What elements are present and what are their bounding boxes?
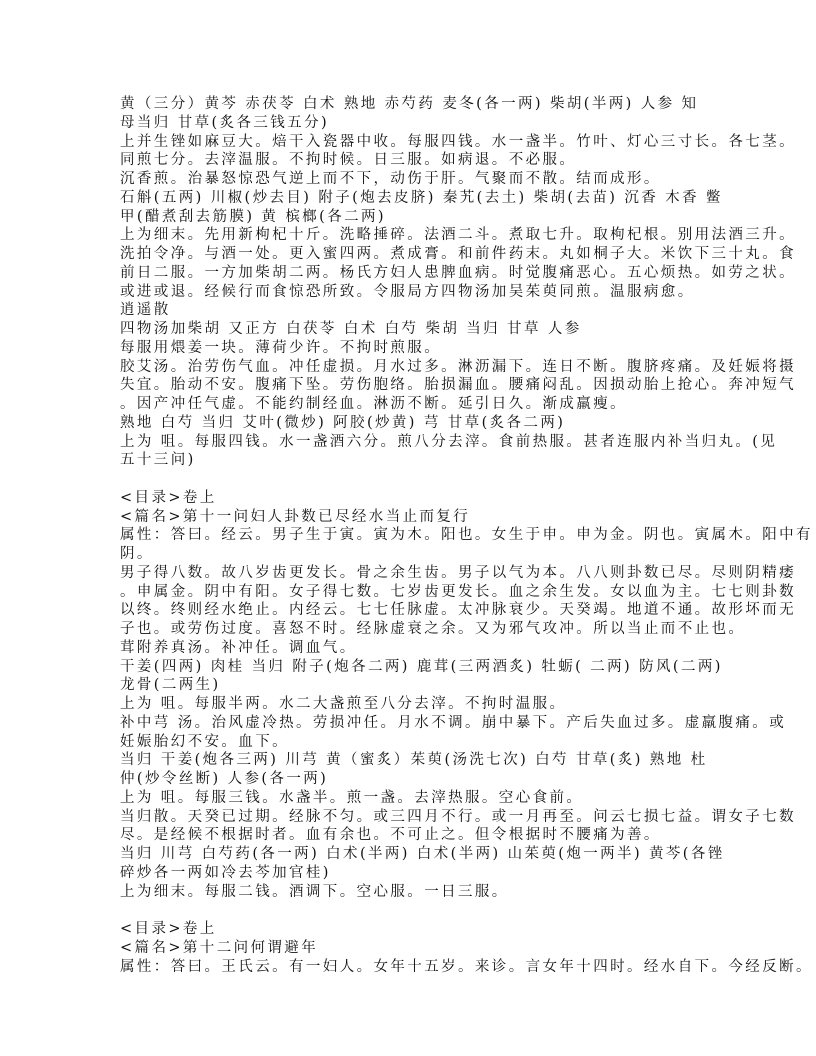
blank-line: [120, 470, 720, 489]
text-line: 或进或退。经候行而食惊恐所致。令服局方四物汤加吴茱萸同煎。温服病愈。: [120, 283, 695, 300]
text-line: 五十三问): [120, 452, 196, 469]
text-line: 当归 干姜(炮各三两) 川芎 黄（蜜炙）茱萸(汤洗七次) 白芍 甘草(炙) 熟地 杜: [120, 752, 708, 769]
blank-line: [120, 901, 720, 920]
text-line: 前日二服。一方加柴胡二两。杨氏方妇人患脾血病。时觉腹痛恶心。五心烦热。如劳之状。: [120, 264, 796, 281]
text-line: 妊娠胎幻不安。血下。: [120, 733, 289, 750]
text-line: 甲(醋煮刮去筋膜) 黄 槟榔(各二两): [120, 208, 386, 225]
text-line: 属性：答曰。经云。男子生于寅。寅为木。阳也。女生于申。申为金。阴也。寅属木。阳中有: [120, 527, 813, 544]
text-line: 熟地 白芍 当归 艾叶(微炒) 阿胶(炒黄) 芎 甘草(炙各二两): [120, 414, 566, 431]
text-line: 茸附养真汤。补冲任。调血气。: [120, 639, 357, 656]
text-line: 每服用煨姜一块。薄荷少许。不拘时煎服。: [120, 339, 442, 356]
text-line: 失宜。胎动不安。腹痛下坠。劳伤胞络。胎损漏血。腰痛闷乱。因损动胎上抢心。奔冲短气: [120, 377, 796, 394]
text-line: <目录>卷上: [120, 489, 217, 506]
text-line: 。因产冲任气虚。不能约制经血。淋沥不断。延引日久。渐成羸瘦。: [120, 396, 627, 412]
text-line: 上并生锉如麻豆大。焙干入瓷器中收。每服四钱。水一盏半。竹叶、灯心三寸长。各七茎。: [120, 133, 796, 150]
text-line: 上为细末。先用新枸杞十斤。洗略捶碎。法酒二斗。煮取七升。取枸杞根。别用法酒三升。: [120, 227, 796, 244]
text-line: 胶艾汤。治劳伤气血。冲任虚损。月水过多。淋沥漏下。连日不断。腹脐疼痛。及妊娠将摄: [120, 358, 796, 375]
text-line: 龙骨(二两生): [120, 677, 221, 694]
text-line: 四物汤加柴胡 又正方 白茯苓 白术 白芍 柴胡 当归 甘草 人参: [120, 321, 582, 337]
text-line: 碎炒各一两如冷去芩加官桂): [120, 864, 331, 881]
text-line: 上为 咀。每服四钱。水一盏酒六分。煎八分去滓。食前热服。甚者连服内补当归丸。(见: [120, 433, 778, 450]
text-line: 当归 川芎 白芍药(各一两) 白术(半两) 白术(半两) 山茱萸(炮一两半) 黄芩(各锉: [120, 846, 725, 862]
text-line: 。申属金。阴中有阳。女子得七数。七岁齿更发长。血之余生发。女以血为主。七七则卦数: [120, 583, 796, 600]
text-line: 石斛(五两) 川椒(炒去目) 附子(炮去皮脐) 秦艽(去土) 柴胡(去苗) 沉香 木香 鳖: [120, 189, 723, 206]
text-line: 干姜(四两) 肉桂 当归 附子(炮各二两) 鹿茸(三两酒炙) 牡蛎( 二两) 防风(二两): [120, 658, 723, 675]
text-line: 仲(炒令丝断) 人参(各一两): [120, 771, 329, 787]
text-line: 黄（三分）黄芩 赤茯苓 白术 熟地 赤芍药 麦冬(各一两) 柴胡(半两) 人参 知: [120, 96, 699, 112]
text-line: 补中芎 汤。治风虚冷热。劳损冲任。月水不调。崩中暴下。产后失血过多。虚羸腹痛。或: [120, 714, 787, 731]
text-line: 沉香煎。治暴怒惊恐气逆上而不下，动伤于肝。气聚而不散。结而成形。: [120, 171, 661, 187]
text-line: 尽。是经候不根据时者。血有余也。不可止之。但令根据时不腰痛为善。: [120, 827, 661, 844]
text-line: 逍遥散: [120, 302, 171, 319]
text-line: 洗拍令净。与酒一处。更入蜜四两。煮成膏。和前件药末。丸如桐子大。米饮下三十丸。食: [120, 246, 796, 262]
text-line: 属性：答曰。王氏云。有一妇人。女年十五岁。来诊。言女年十四时。经水自下。今经反断。: [120, 958, 813, 975]
document-page: [120, 95, 813, 976]
text-line: 阴。: [120, 546, 154, 562]
text-line: <篇名>第十二问何谓避年: [120, 939, 319, 956]
text-line: 上为 咀。每服三钱。水盏半。煎一盏。去滓热服。空心食前。: [120, 789, 584, 806]
text-line: <目录>卷上: [120, 921, 217, 937]
text-line: 当归散。天癸已过期。经脉不匀。或三四月不行。或一月再至。问云七损七益。谓女子七数: [120, 808, 796, 825]
text-line: 男子得八数。故八岁齿更发长。骨之余生齿。男子以气为本。八八则卦数已尽。尽则阴精痿: [120, 564, 796, 581]
text-line: 母当归 甘草(炙各三钱五分): [120, 114, 330, 131]
text-line: 上为 咀。每服半两。水二大盏煎至八分去滓。不拘时温服。: [120, 696, 567, 712]
text-line: 上为细末。每服二钱。酒调下。空心服。一日三服。: [120, 883, 509, 900]
text-line: 子也。或劳伤过度。喜怒不时。经脉虚衰之余。又为邪气攻冲。所以当止而不止也。: [120, 621, 746, 637]
text-line: 同煎七分。去滓温服。不拘时候。日三服。如病退。不必服。: [120, 152, 577, 169]
text-line: 以终。终则经水绝止。内经云。七七任脉虚。太冲脉衰少。天癸竭。地道不通。故形坏而无: [120, 602, 796, 619]
text-line: <篇名>第十一问妇人卦数已尽经水当止而复行: [120, 508, 471, 525]
